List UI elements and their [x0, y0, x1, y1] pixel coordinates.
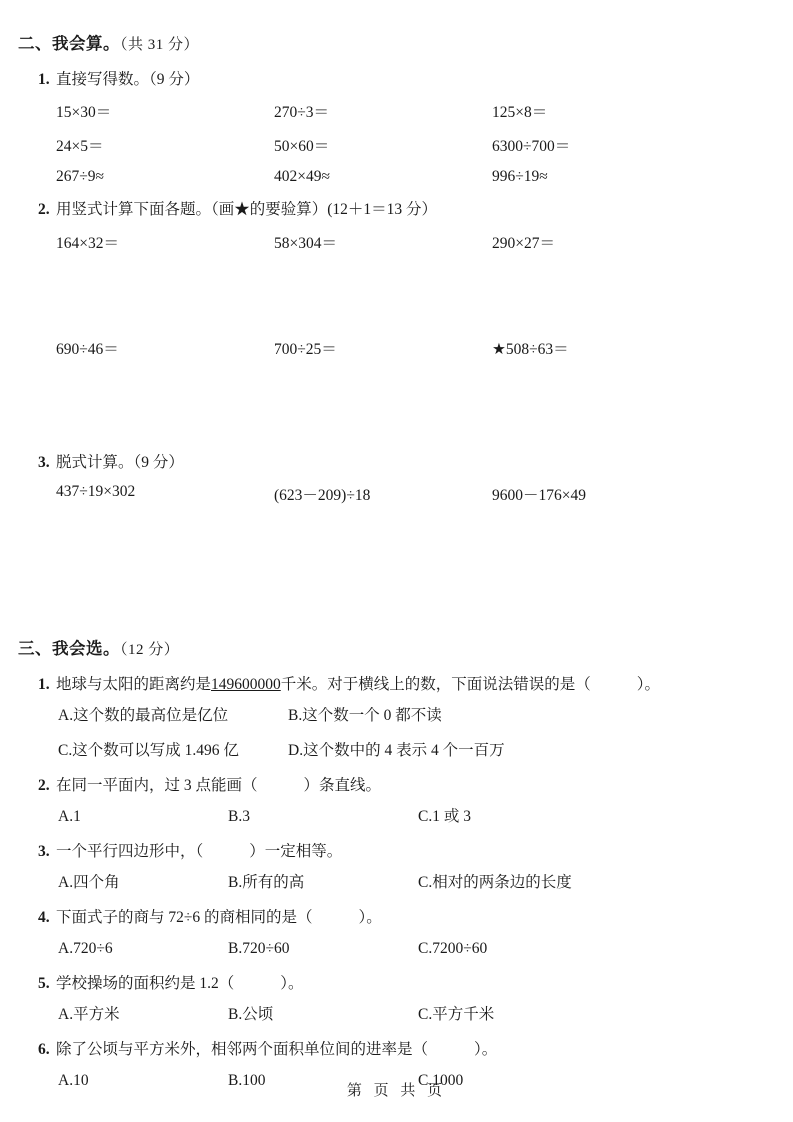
option[interactable]: B.720÷60 [228, 939, 290, 957]
expression: 15×30＝ [56, 104, 112, 122]
expression: 9600－176×49 [492, 486, 586, 504]
choice-6-stem-text: 除了公顷与平方米外，相邻两个面积单位间的进率是（ [56, 1040, 429, 1058]
expression: 700÷25＝ [274, 340, 337, 358]
choice-3-options [18, 871, 775, 895]
problem-1 [18, 68, 775, 91]
work-space-vertical-1 [18, 265, 775, 337]
expression: 402×49≈ [274, 168, 330, 186]
expression: (623－209)÷18 [274, 486, 371, 504]
choice-1-stem-pre: 地球与太阳的距离约是 [56, 675, 212, 693]
option[interactable]: A.1 [58, 807, 81, 825]
option[interactable]: B.所有的高 [228, 873, 305, 891]
option[interactable]: C.7200÷60 [418, 939, 488, 957]
problem-3-stem: 脱式计算。（9 分） [56, 453, 184, 471]
problem-2 [18, 198, 775, 221]
choice-2-stem-text: 在同一平面内，过 3 点能画（ [56, 776, 258, 794]
page-content [18, 30, 775, 1104]
choice-5-stem-text: 学校操场的面积约是 1.2（ [56, 974, 235, 992]
problem-2-stem: 用竖式计算下面各题。（画★的要验算）(12＋1＝13 分） [56, 201, 438, 219]
expression: 24×5＝ [56, 138, 104, 156]
expression: 270÷3＝ [274, 104, 330, 122]
section-heading-choice-points: （12 分） [120, 641, 180, 658]
section-heading-choice-title: 三、我会选。 [18, 638, 120, 658]
option[interactable]: A.10 [58, 1071, 89, 1089]
choice-1-options-row-1 [18, 704, 775, 728]
option[interactable]: C.1000 [418, 1071, 464, 1089]
option[interactable]: D.这个数中的 4 表示 4 个一百万 [288, 741, 505, 759]
work-space-vertical-2 [18, 371, 775, 443]
problem-2-row-1 [18, 231, 775, 253]
choice-1-stem-end: ）。 [636, 675, 661, 693]
problem-1-row-2 [18, 134, 775, 156]
expression: 437÷19×302 [56, 482, 136, 500]
choice-1-stem-post: 千米。对于横线上的数，下面说法错误的是（ [280, 675, 591, 693]
choice-3-number: 3. [38, 842, 50, 860]
section-heading-compute-title: 二、我会算。 [18, 34, 120, 53]
expression: 125×8＝ [492, 104, 548, 122]
option[interactable]: C.这个数可以写成 1.496 亿 [58, 741, 239, 759]
expression: 267÷9≈ [56, 168, 105, 186]
option[interactable]: C.1 或 3 [418, 807, 471, 825]
problem-3-number: 3. [38, 453, 50, 471]
option[interactable]: C.相对的两条边的长度 [418, 873, 572, 891]
choice-1-number: 1. [38, 675, 50, 693]
expression: 58×304＝ [274, 234, 337, 252]
expression: 50×60＝ [274, 138, 330, 156]
choice-5-stem [18, 972, 775, 996]
choice-2-options [18, 805, 775, 829]
option[interactable]: B.100 [228, 1071, 266, 1089]
choice-5-options [18, 1003, 775, 1027]
section-heading-choice [18, 635, 775, 659]
choice-1-underlined-number: 149600000 [211, 675, 281, 693]
expression: 290×27＝ [492, 234, 555, 252]
choice-4-number: 4. [38, 908, 50, 926]
work-space-stepwise [18, 517, 775, 621]
expression: 690÷46＝ [56, 340, 119, 358]
expression: 164×32＝ [56, 234, 119, 252]
choice-4-options [18, 937, 775, 961]
option[interactable]: A.720÷6 [58, 939, 113, 957]
option[interactable]: A.平方米 [58, 1005, 120, 1023]
choice-5-number: 5. [38, 974, 50, 992]
choice-6-stem [18, 1038, 775, 1062]
problem-1-row-1 [18, 100, 775, 122]
problem-2-row-2 [18, 337, 775, 359]
expression: 6300÷700＝ [492, 138, 571, 156]
choice-1-options-row-2 [18, 739, 775, 763]
choice-1-stem [18, 673, 775, 697]
problem-1-number: 1. [38, 71, 50, 88]
expression: 996÷19≈ [492, 168, 548, 186]
section-heading-compute-points: （共 31 分） [120, 37, 200, 53]
choice-5-stem-end: ）。 [280, 974, 304, 992]
choice-3-stem-text: 一个平行四边形中，（ [56, 842, 204, 860]
choice-4-stem-text: 下面式子的商与 72÷6 的商相同的是（ [56, 908, 313, 926]
choice-6-number: 6. [38, 1040, 50, 1058]
option[interactable]: B.公顷 [228, 1005, 274, 1023]
section-heading-compute [18, 30, 775, 54]
option[interactable]: A.四个角 [58, 873, 120, 891]
choice-3-stem-end: ）一定相等。 [249, 842, 343, 860]
problem-2-number: 2. [38, 201, 50, 219]
option[interactable]: C.平方千米 [418, 1005, 495, 1023]
choice-2-number: 2. [38, 776, 50, 794]
choice-2-stem-end: ）条直线。 [303, 776, 382, 794]
choice-2-stem [18, 774, 775, 798]
problem-3 [18, 451, 775, 474]
option[interactable]: A.这个数的最高位是亿位 [58, 706, 229, 724]
expression: ★508÷63＝ [492, 340, 569, 358]
option[interactable]: B.3 [228, 807, 250, 825]
option[interactable]: B.这个数一个 0 都不读 [288, 706, 442, 724]
problem-3-row-1 [18, 483, 775, 505]
problem-1-stem: 直接写得数。（9 分） [56, 71, 200, 88]
problem-1-row-3 [18, 168, 775, 186]
page-footer: 第 页 共 页 [346, 1083, 447, 1099]
choice-4-stem-end: ）。 [358, 908, 382, 926]
choice-6-stem-end: ）。 [474, 1040, 498, 1058]
choice-4-stem [18, 906, 775, 930]
choice-3-stem [18, 840, 775, 864]
